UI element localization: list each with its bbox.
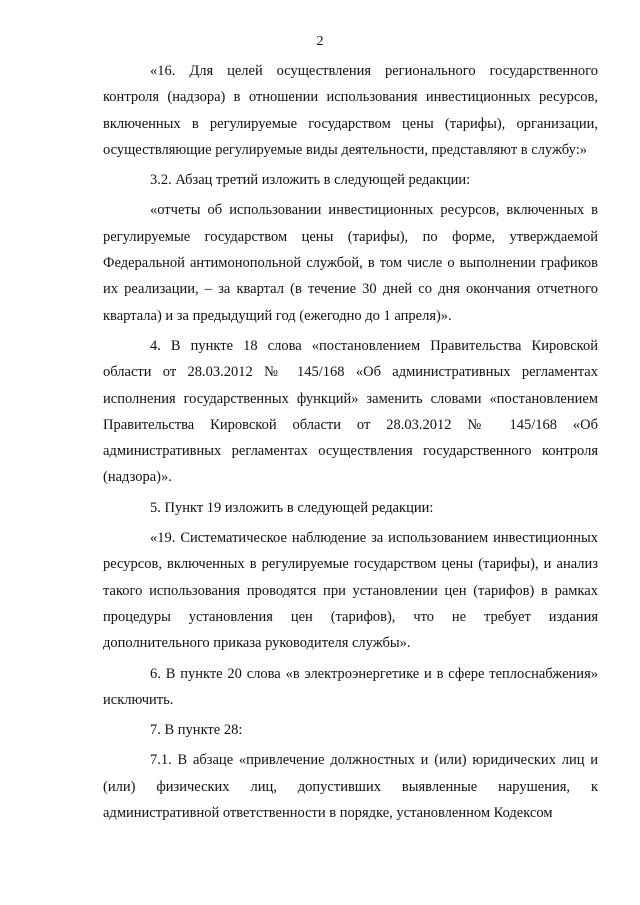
paragraph-reports: «отчеты об использовании инвестиционных ресурсов, включенных в регулируемые государством цены (тарифы), по форме, утверждаемой Федеральной антимонопольной службой, в том числе о выполнении графиков их реализации, – за квартал (в течение 30 дней со дня окончания отчетного квартала) и за предыдущий год (ежегодно до 1 апреля)». <box>103 202 598 324</box>
paragraph-19: «19. Систематическое наблюдение за использованием инвестиционных ресурсов, включенных в регулируемые государством цены (тарифы), и анализ такого использования проводятся при установлении цен (тарифов) в рамках процедуры установления цен (тарифов), что не требует издания дополнительного приказа руководителя службы». <box>103 530 598 652</box>
paragraph-4: 4. В пункте 18 слова «постановлением Правительства Кировской области от 28.03.2012 № 145/168 «Об административных регламентах исполнения государственных функций» заменить словами «постановлением Правительства Кировской области от 28.03.2012 № 145/168 «Об административных регламентах осуществления государственного контроля (надзора)». <box>103 337 598 486</box>
paragraph-5: 5. Пункт 19 изложить в следующей редакции: <box>150 499 434 516</box>
paragraph-7: 7. В пункте 28: <box>150 722 243 739</box>
paragraph-16: «16. Для целей осуществления регионального государственного контроля (надзора) в отношении использования инвестиционных ресурсов, включенных в регулируемые государством цены (тарифы), организации, осуществляющие регулируемые виды деятельности, представляют в службу:» <box>103 63 598 158</box>
paragraph-3-2: 3.2. Абзац третий изложить в следующей редакции: <box>150 172 471 189</box>
paragraph-6: 6. В пункте 20 слова «в электроэнергетике и в сфере теплоснабжения» исключить. <box>103 665 598 708</box>
document-body <box>103 58 598 830</box>
page-number: 2 <box>316 34 324 49</box>
paragraph-7-1: 7.1. В абзаце «привлечение должностных и (или) юридических лиц и (или) физических лиц, допустивших выявленные нарушения, к административной ответственности в порядке, установленном Кодексом <box>103 752 598 822</box>
